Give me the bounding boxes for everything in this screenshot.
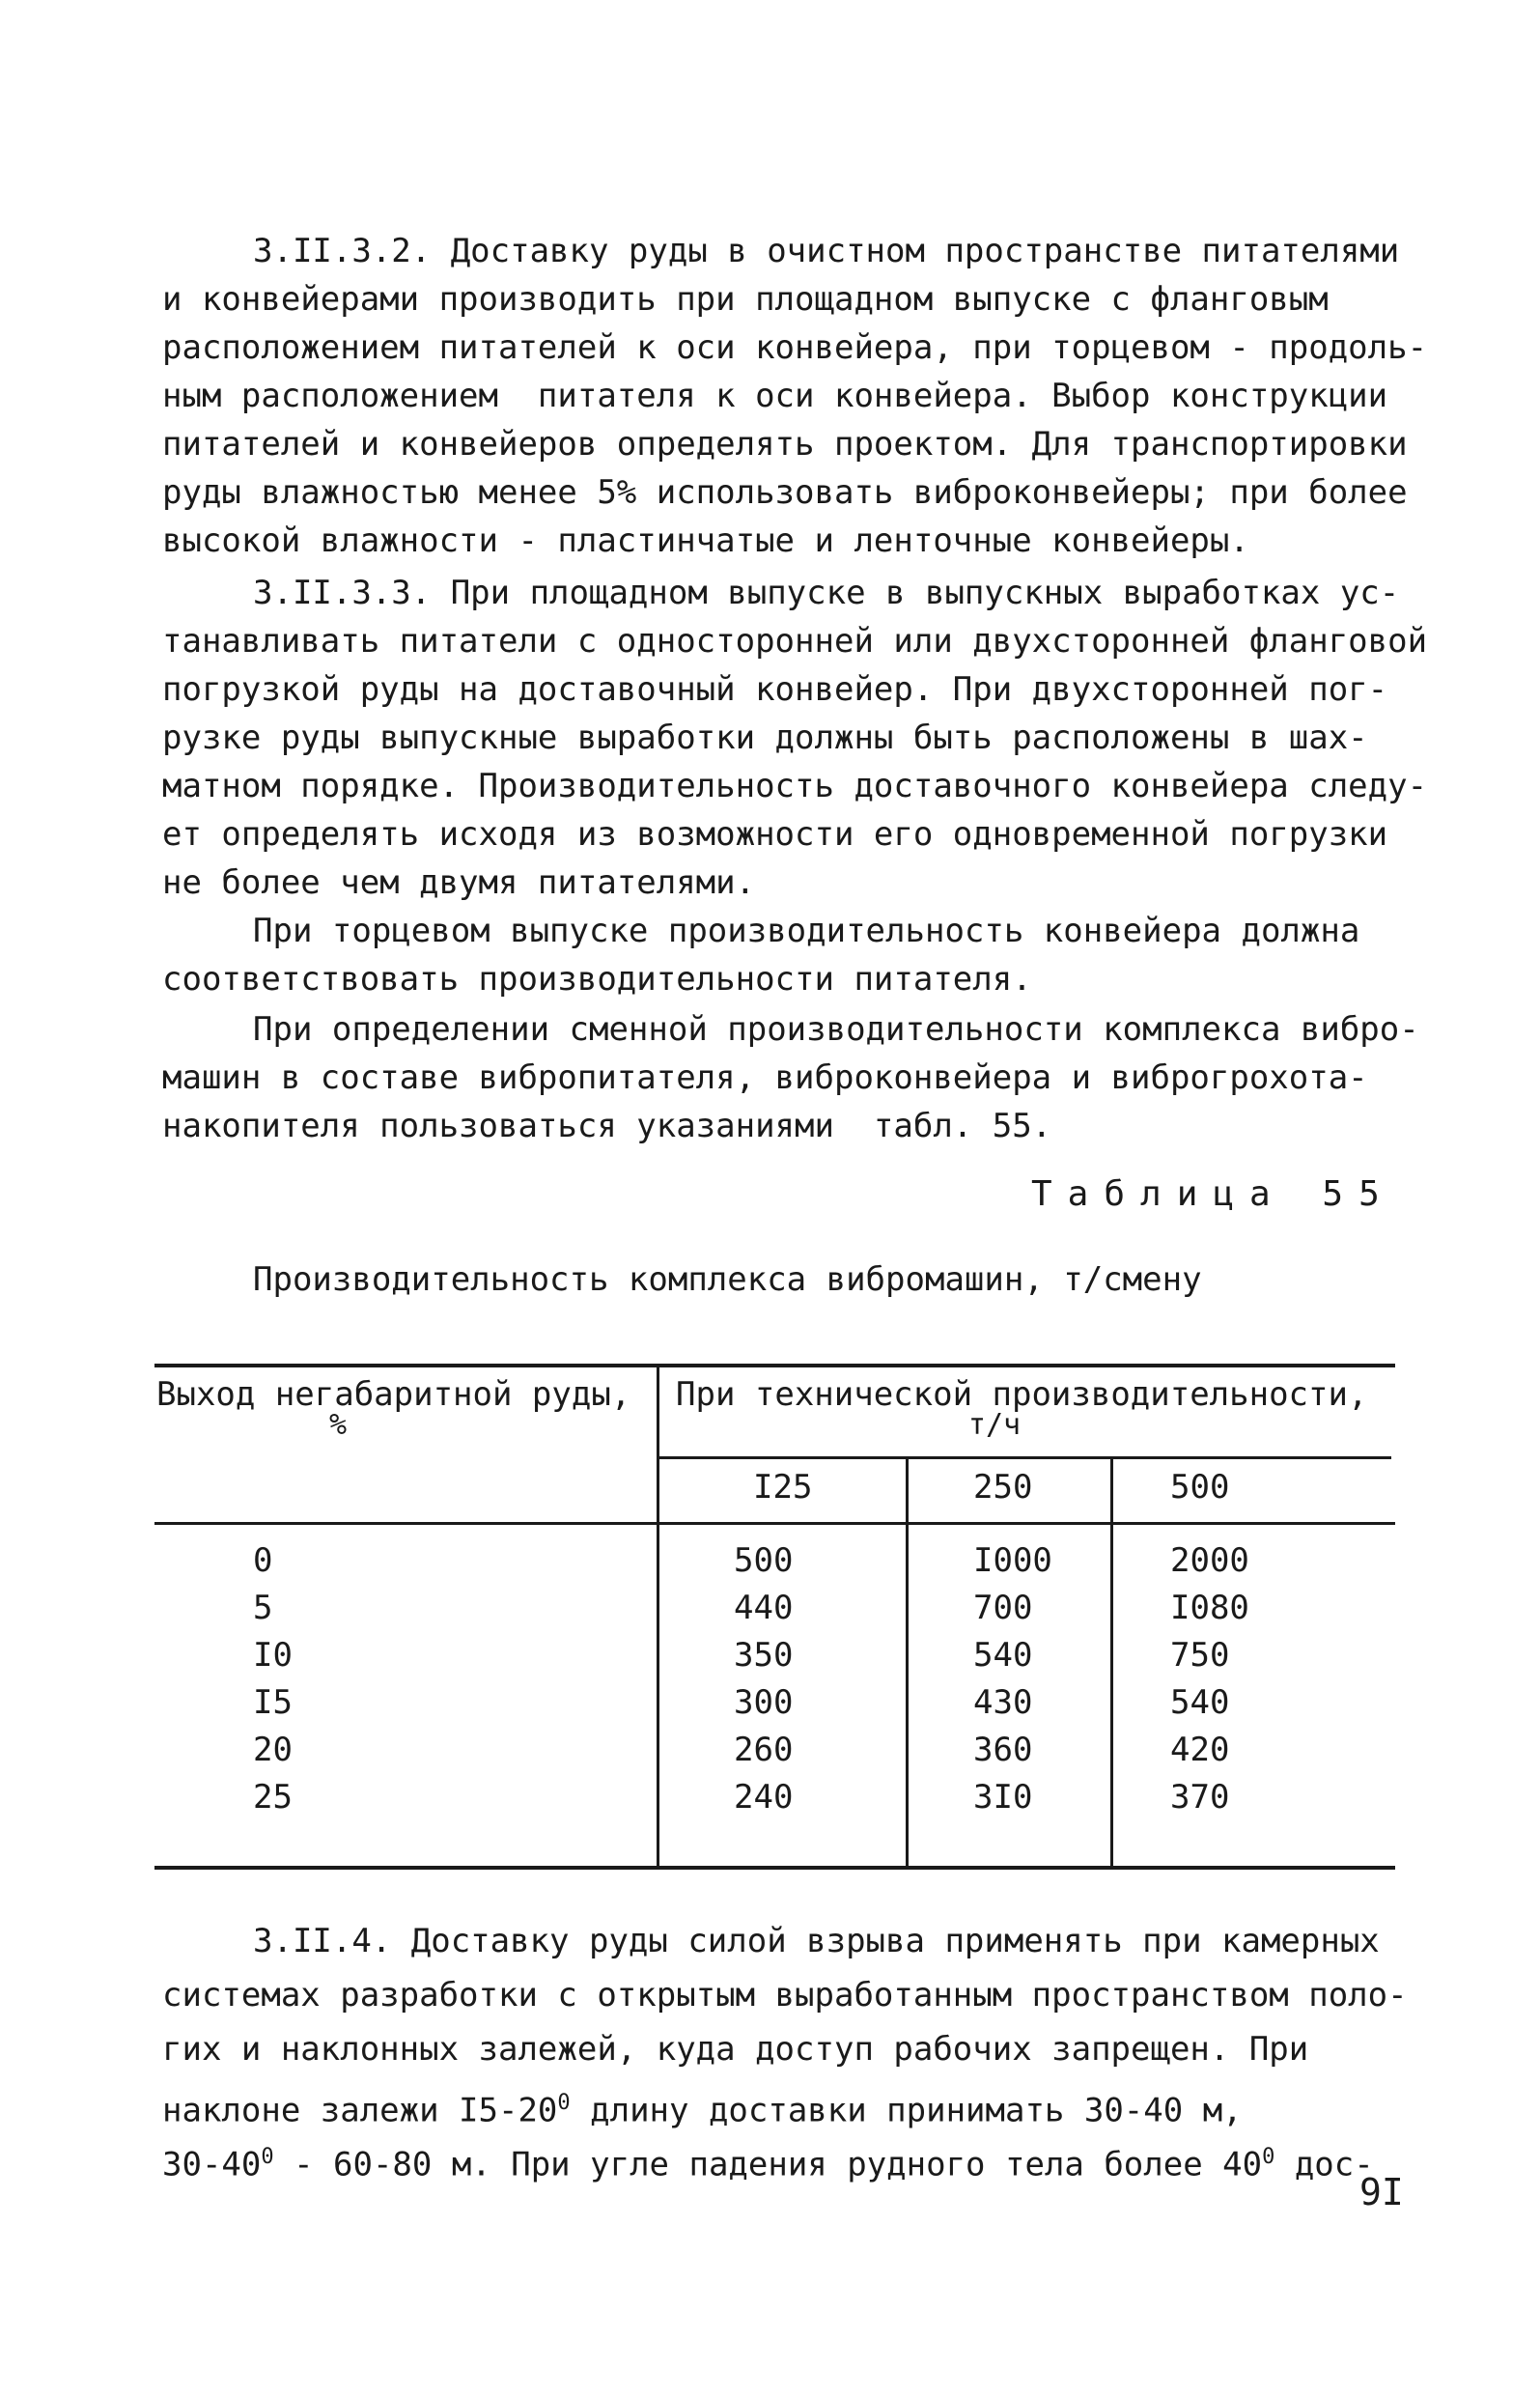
cell-125: 240 [734, 1778, 794, 1817]
cell-250: 700 [973, 1589, 1033, 1627]
page-number: 9I [1359, 2171, 1404, 2213]
cell-250: I000 [973, 1541, 1052, 1580]
text-line: системах разработки с открытым выработанным пространством поло- [162, 1976, 1408, 2015]
cell-250: 3I0 [973, 1778, 1033, 1817]
cell-125: 350 [734, 1636, 794, 1675]
cell-500: 2000 [1170, 1541, 1249, 1580]
table-top-rule [154, 1364, 1395, 1367]
cell-output: 25 [253, 1778, 293, 1817]
cell-250: 430 [973, 1683, 1033, 1722]
cell-250: 540 [973, 1636, 1033, 1675]
text-line: высокой влажности - пластинчатые и ленточные конвейеры. [162, 521, 1249, 560]
text-line: 3.II.3.3. При площадном выпуске в выпускных выработках ус- [253, 574, 1400, 612]
cell-output: 20 [253, 1731, 293, 1769]
text-line: руды влажностью менее 5% использовать виброконвейеры; при более [162, 473, 1408, 512]
cell-125: 500 [734, 1541, 794, 1580]
cell-500: 750 [1170, 1636, 1230, 1675]
cell-125: 300 [734, 1683, 794, 1722]
cell-output: 0 [253, 1541, 273, 1580]
table-vertical-rule [1110, 1456, 1113, 1868]
cell-output: 5 [253, 1589, 273, 1627]
text-fragment: дос- [1274, 2145, 1374, 2184]
degree-superscript: 0 [261, 2145, 274, 2169]
cell-125: 260 [734, 1731, 794, 1769]
text-line: матном порядке. Производительность доставочного конвейера следу- [162, 767, 1428, 805]
degree-superscript: 0 [1262, 2145, 1275, 2169]
cell-500: I080 [1170, 1589, 1249, 1627]
text-fragment: - 60-80 м. При угле падения рудного тела более 40 [273, 2145, 1263, 2184]
table-bottom-rule [154, 1866, 1395, 1870]
header-productivity-unit: т/ч [967, 1408, 1022, 1442]
header-output-unit: % [328, 1408, 348, 1442]
table-vertical-rule [906, 1456, 909, 1868]
subheader-125: I25 [753, 1468, 813, 1507]
cell-500: 420 [1170, 1731, 1230, 1769]
text-line: расположением питателей к оси конвейера, при торцевом - продоль- [162, 328, 1428, 367]
cell-500: 370 [1170, 1778, 1230, 1817]
text-line: При определении сменной производительности комплекса вибро- [253, 1010, 1419, 1049]
text-fragment: 30-40 [162, 2145, 262, 2184]
text-line: накопителя пользоваться указаниями табл. 55. [162, 1107, 1052, 1145]
text-line: ет определять исходя из возможности его одновременной погрузки [162, 815, 1388, 854]
text-line: и конвейерами производить при площадном выпуске с фланговым [162, 280, 1329, 319]
text-line: танавливать питатели с односторонней или двухсторонней фланговой [162, 622, 1428, 661]
subheader-500: 500 [1170, 1468, 1230, 1507]
text-line [162, 2134, 1374, 2187]
text-line: 3.II.4. Доставку руды силой взрыва применять при камерных [253, 1922, 1380, 1960]
header-output: Выход негабаритной руды, [156, 1375, 631, 1414]
table-header-bottom-rule [154, 1522, 1395, 1525]
text-line: соответствовать производительности питателя. [162, 960, 1032, 999]
text-line: ным расположением питателя к оси конвейера. Выбор конструкции [162, 377, 1388, 415]
text-fragment: длину доставки принимать 30-40 м, [570, 2091, 1243, 2130]
text-line: 3.II.3.2. Доставку руды в очистном пространстве питателями [253, 232, 1400, 270]
text-line: погрузкой руды на доставочный конвейер. При двухсторонней пог- [162, 670, 1388, 709]
table-caption: Производительность комплекса вибромашин, т/смену [253, 1260, 1202, 1299]
degree-superscript: 0 [557, 2091, 571, 2115]
text-line [162, 2080, 1243, 2133]
text-line: машин в составе вибропитателя, виброконвейера и виброгрохота- [162, 1058, 1368, 1097]
text-line: рузке руды выпускные выработки должны быть расположены в шах- [162, 718, 1368, 757]
table-subheader-rule [659, 1456, 1391, 1459]
text-line: гих и наклонных залежей, куда доступ рабочих запрещен. При [162, 2030, 1309, 2069]
text-line: питателей и конвейеров определять проектом. Для транспортировки [162, 425, 1408, 464]
table-vertical-rule [657, 1364, 659, 1868]
text-line: При торцевом выпуске производительность конвейера должна [253, 912, 1360, 950]
cell-250: 360 [973, 1731, 1033, 1769]
table-label: Таблица 55 [1031, 1174, 1395, 1214]
cell-125: 440 [734, 1589, 794, 1627]
cell-output: I0 [253, 1636, 293, 1675]
text-line: не более чем двумя питателями. [162, 863, 756, 902]
cell-output: I5 [253, 1683, 293, 1722]
text-fragment: наклоне залежи I5-20 [162, 2091, 558, 2130]
cell-500: 540 [1170, 1683, 1230, 1722]
header-productivity: При технической производительности, [676, 1375, 1368, 1414]
subheader-250: 250 [973, 1468, 1033, 1507]
